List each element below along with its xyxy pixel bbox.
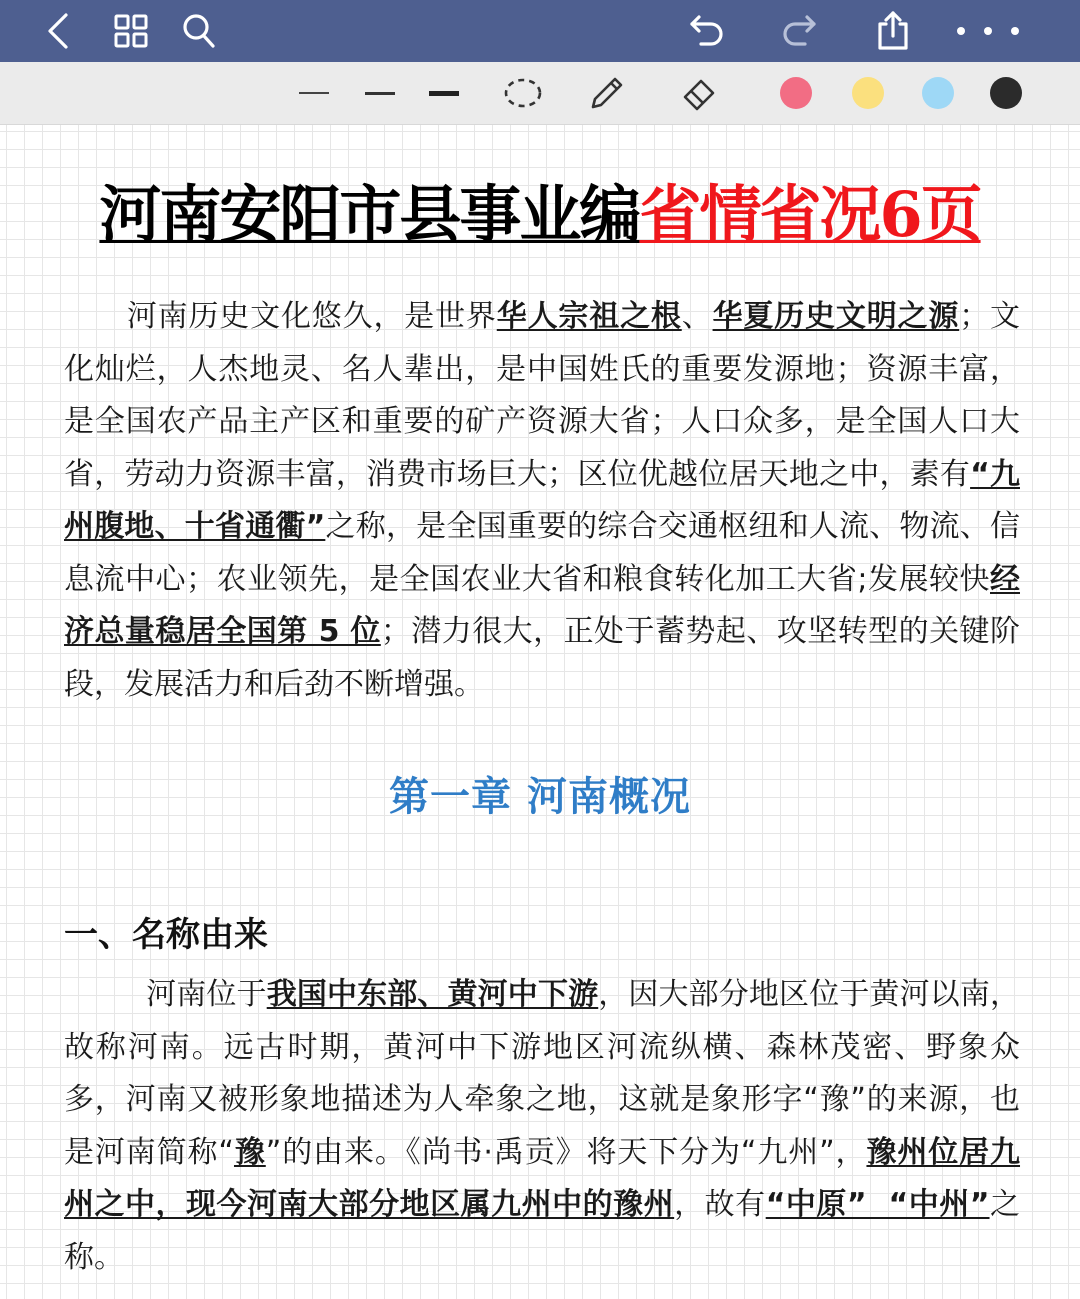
note-page[interactable] [0, 125, 1080, 1299]
intro-highlight-1: 华人宗祖之根 [496, 299, 682, 334]
intro-highlight-2: 华夏历史文明之源 [712, 299, 960, 334]
undo-icon[interactable] [684, 0, 730, 62]
origin-highlight-3: 豫州位居九州之中，现今河南大部分地区属九州中的豫州 [64, 1134, 1021, 1222]
top-navigation-bar [0, 0, 1080, 62]
color-blue-button[interactable] [918, 62, 958, 124]
pencil-icon[interactable] [584, 62, 630, 124]
intro-paragraph [64, 291, 1020, 711]
more-options-icon[interactable] [948, 0, 1028, 62]
origin-text-4: ，故有 [674, 1187, 766, 1222]
pink-swatch [780, 77, 812, 109]
intro-text-1: 河南历史文化悠久，是世界 [126, 299, 497, 334]
origin-paragraph [64, 969, 1020, 1284]
document-title [0, 175, 1080, 255]
thick-stroke-icon[interactable] [424, 62, 464, 124]
eraser-icon[interactable] [676, 62, 722, 124]
intro-text-3: ；文化灿烂，人杰地灵、名人辈出，是中国姓氏的重要发源地；资源丰富，是全国农产品主产区和重要的矿产资源大省；人口众多，是全国人口大省，劳动力资源丰富，消费市场巨大；区位优越位居天地之中，素有 [64, 299, 1021, 492]
thin-stroke-icon[interactable] [294, 62, 334, 124]
search-icon[interactable] [176, 0, 222, 62]
color-yellow-button[interactable] [848, 62, 888, 124]
intro-text-4: 之称，是全国重要的综合交通枢纽和人流、物流、信息流中心；农业领先，是全国农业大省和粮食转化加工大省;发展较快 [64, 509, 1021, 597]
share-icon[interactable] [870, 0, 916, 62]
origin-highlight-4: “中原” “中州” [765, 1187, 990, 1222]
intro-highlight-4: 经济总量稳居全国第 5 位 [64, 561, 1020, 649]
title-part-red: 省情省况6页 [639, 178, 981, 251]
color-pink-button[interactable] [776, 62, 816, 124]
origin-text-3: ”的由来。《尚书·禹贡》将天下分为“九州”， [265, 1134, 867, 1170]
origin-highlight-1: 我国中东部、黄河中下游 [266, 977, 599, 1012]
lasso-select-icon[interactable] [500, 62, 546, 124]
redo-icon[interactable] [776, 0, 822, 62]
origin-highlight-2: 豫 [233, 1134, 266, 1170]
drawing-toolbar [0, 62, 1080, 125]
medium-stroke-icon[interactable] [360, 62, 400, 124]
section-heading: 一、名称由来 [64, 915, 268, 955]
yellow-swatch [852, 77, 884, 109]
intro-highlight-3: “九州腹地、十省通衢” [64, 456, 1020, 544]
origin-text-2: ，因大部分地区位于黄河以南，故称河南。远古时期，黄河中下游地区河流纵横、森林茂密、野象众多，河南又被形象地描述为人牵象之地，这就是象形字“豫”的来源，也是河南简称“ [64, 977, 1021, 1170]
title-part-black: 河南安阳市县事业编 [99, 178, 640, 251]
blue-swatch [922, 77, 954, 109]
chapter-heading: 第一章 河南概况 [389, 774, 691, 820]
grid-view-icon[interactable] [108, 0, 154, 62]
origin-text-5: 之称。 [64, 1187, 1021, 1275]
intro-text-5: ；潜力很大，正处于蓄势起、攻坚转型的关键阶段，发展活力和后劲不断增强。 [64, 614, 1021, 702]
intro-text-2: 、 [681, 299, 713, 334]
origin-text-1: 河南位于 [146, 977, 267, 1012]
back-icon[interactable] [36, 0, 80, 62]
color-black-button[interactable] [986, 62, 1026, 124]
black-swatch [990, 77, 1022, 109]
